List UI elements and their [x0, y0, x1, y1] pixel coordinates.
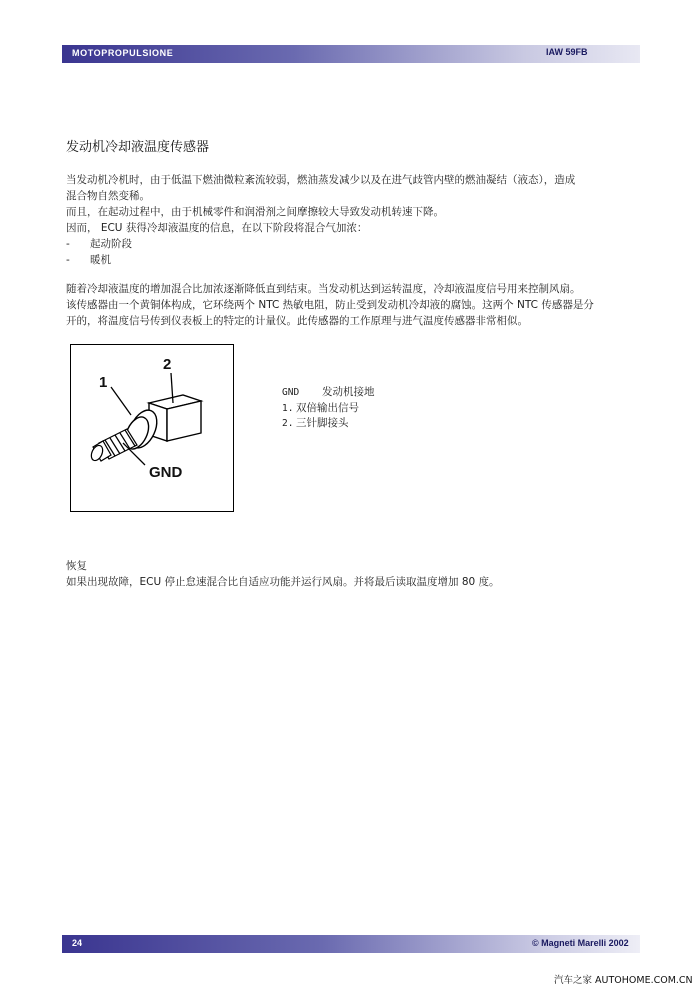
sensor-figure [70, 344, 234, 512]
bullet-item [66, 252, 111, 268]
footer-copyright: © Magneti Marelli 2002 [532, 938, 629, 948]
callout-2: 2 [163, 356, 172, 373]
legend-item [282, 400, 359, 415]
paragraph-4-line-2: 该传感器由一个黄铜体构成，它环绕两个 NTC 热敏电阻，防止受到发动机冷却液的腐蚀。这两个 NTC 传感器是分 [66, 299, 594, 311]
callout-1: 1 [99, 374, 108, 391]
bullet-text: 起动阶段 [90, 238, 132, 250]
site-watermark: 汽车之家 AUTOHOME.COM.CN [554, 975, 693, 986]
recovery-title: 恢复 [66, 560, 87, 572]
legend-key: 1. [282, 403, 294, 414]
page-number: 24 [72, 938, 83, 948]
paragraph-4-line-1: 随着冷却液温度的增加混合比加浓逐渐降低直到结束。当发动机达到运转温度，冷却液温度信号用来控制风扇。 [66, 283, 581, 295]
recovery-text: 如果出现故障，ECU 停止怠速混合比自适应功能并运行风扇。并将最后读取温度增加 80 度。 [66, 576, 500, 588]
bullet-dash: - [66, 238, 70, 250]
legend-item [282, 384, 375, 399]
paragraph-1-line-2: 混合物自然变稀。 [66, 190, 150, 202]
bullet-text: 暖机 [90, 254, 111, 266]
callout-gnd: GND [149, 464, 183, 481]
legend-text: 发动机接地 [322, 386, 375, 398]
paragraph-4-line-3: 开的，将温度信号传到仪表板上的特定的计量仪。此传感器的工作原理与进气温度传感器非常相似。 [66, 315, 528, 327]
legend-item [282, 415, 349, 430]
bullet-dash: - [66, 254, 70, 266]
legend-text: 三针脚接头 [296, 417, 349, 429]
leader-line-1 [111, 387, 131, 415]
paragraph-2: 而且，在起动过程中，由于机械零件和润滑剂之间摩擦较大导致发动机转速下降。 [66, 206, 444, 218]
header-doc-code: IAW 59FB [546, 47, 588, 57]
paragraph-3: 因而， ECU 获得冷却液温度的信息，在以下阶段将混合气加浓： [66, 222, 368, 234]
legend-key: 2. [282, 418, 294, 429]
legend-key: GND [282, 387, 300, 398]
header-section-label: MOTOPROPULSIONE [72, 48, 174, 58]
sensor-illustration [71, 345, 233, 511]
legend-text: 双倍输出信号 [296, 402, 359, 414]
bullet-item [66, 236, 132, 252]
section-title: 发动机冷却液温度传感器 [66, 140, 210, 155]
paragraph-1-line-1: 当发动机冷机时，由于低温下燃油微粒紊流较弱，燃油蒸发减少以及在进气歧管内壁的燃油凝结（液态），造成 [66, 174, 576, 186]
